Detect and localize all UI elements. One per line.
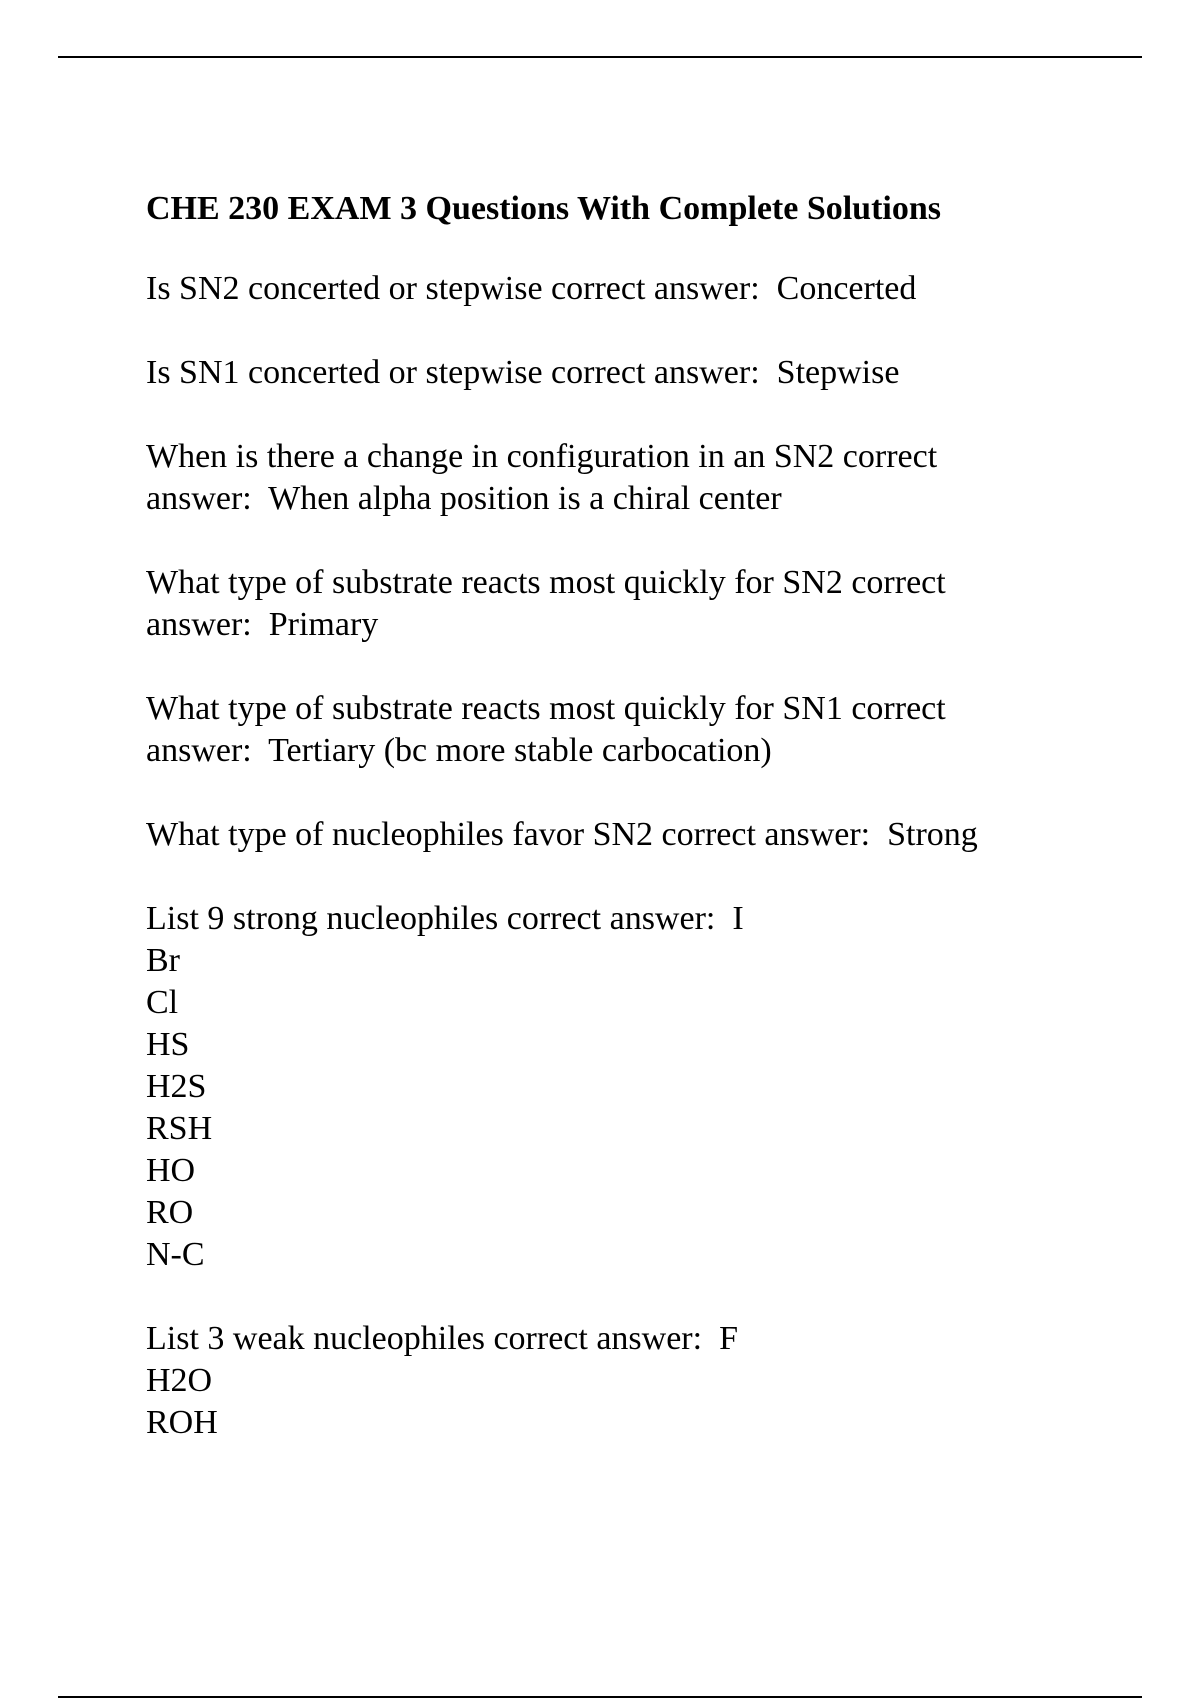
- qa-line: RSH: [146, 1110, 213, 1147]
- qa-item-1: [146, 268, 1106, 310]
- qa-item-5: [146, 688, 1106, 772]
- top-rule: [58, 56, 1142, 58]
- qa-line: Is SN1 concerted or stepwise correct answer: Stepwise: [146, 354, 900, 391]
- bottom-rule: [58, 1696, 1142, 1698]
- qa-line: Cl: [146, 984, 179, 1021]
- qa-line: Br: [146, 942, 180, 979]
- qa-line: List 9 strong nucleophiles correct answer: I: [146, 900, 744, 937]
- qa-line: What type of nucleophiles favor SN2 correct answer: Strong: [146, 816, 978, 853]
- document-title: CHE 230 EXAM 3 Questions With Complete Solutions: [146, 190, 941, 227]
- qa-line: When is there a change in configuration in an SN2 correct: [146, 438, 938, 475]
- qa-line: What type of substrate reacts most quickly for SN1 correct: [146, 690, 946, 727]
- qa-item-3: [146, 436, 1106, 520]
- qa-line: answer: Tertiary (bc more stable carbocation): [146, 732, 772, 769]
- qa-line: N-C: [146, 1236, 205, 1273]
- qa-line: answer: Primary: [146, 606, 379, 643]
- qa-item-7: [146, 898, 1106, 1276]
- qa-item-6: [146, 814, 1106, 856]
- qa-line: H2O: [146, 1362, 213, 1399]
- qa-line: HS: [146, 1026, 190, 1063]
- qa-line: ROH: [146, 1404, 218, 1441]
- qa-line: What type of substrate reacts most quickly for SN2 correct: [146, 564, 946, 601]
- qa-item-2: [146, 352, 1106, 394]
- qa-item-8: [146, 1318, 1106, 1444]
- document-body: [146, 188, 1106, 1486]
- qa-line: List 3 weak nucleophiles correct answer: F: [146, 1320, 738, 1357]
- qa-line: answer: When alpha position is a chiral center: [146, 480, 782, 517]
- qa-line: RO: [146, 1194, 194, 1231]
- qa-line: H2S: [146, 1068, 207, 1105]
- qa-item-4: [146, 562, 1106, 646]
- qa-line: HO: [146, 1152, 196, 1189]
- qa-line: Is SN2 concerted or stepwise correct answer: Concerted: [146, 270, 917, 307]
